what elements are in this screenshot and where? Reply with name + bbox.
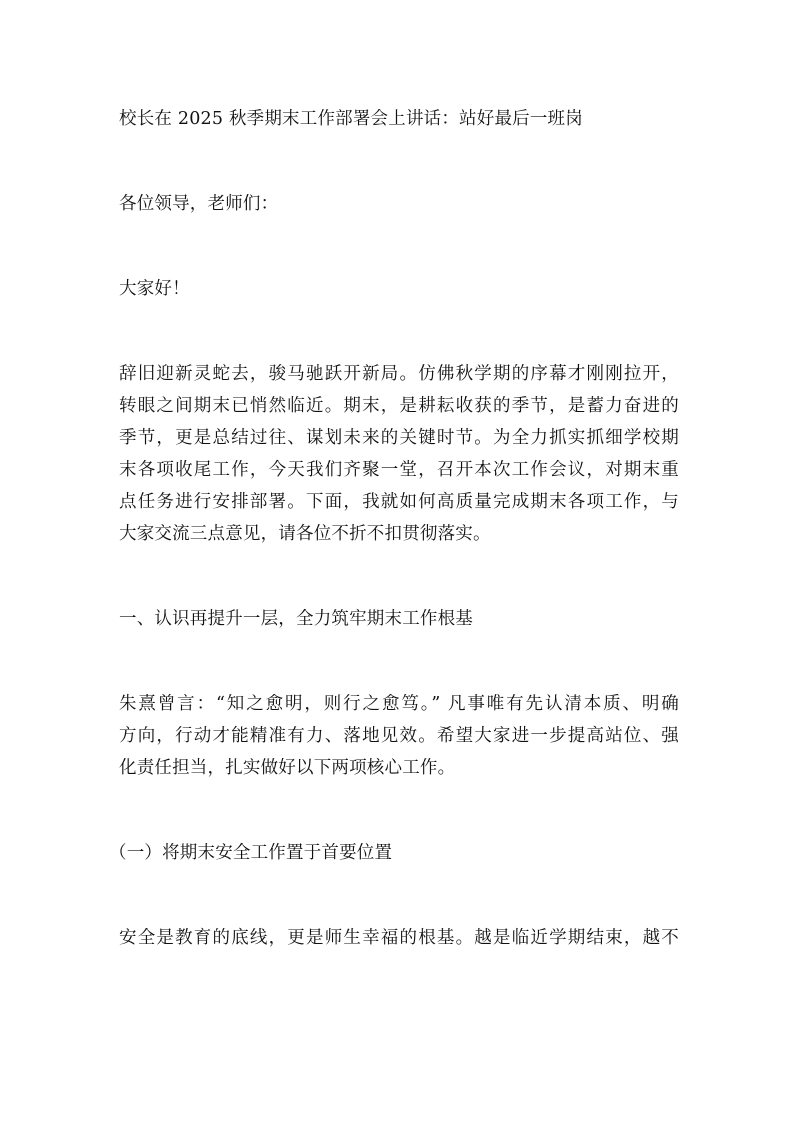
section-heading-line: 一、认识再提升一层，全力筑牢期末工作根基: [119, 609, 473, 629]
intro-line: 点任务进行安排部署。下面，我就如何高质量完成期末各项工作，与: [119, 492, 679, 512]
intro-line: 转眼之间期末已悄然临近。期末，是耕耘收获的季节，是蓄力奋进的: [119, 396, 679, 416]
title-line: 校长在 2025 秋季期末工作部署会上讲话：站好最后一班岗: [119, 109, 583, 129]
section-paragraph: [119, 688, 679, 784]
subsection-heading-line: （一）将期末安全工作置于首要位置: [109, 843, 393, 863]
greeting-line: 大家好！: [119, 279, 190, 299]
salutation: [119, 188, 679, 220]
intro-paragraph: [119, 358, 679, 550]
intro-line: 辞旧迎新灵蛇去，骏马驰跃开新局。仿佛秋学期的序幕才刚刚拉开，: [119, 364, 679, 384]
greeting: [119, 273, 679, 305]
subsection-line: 安全是教育的底线，更是师生幸福的根基。越是临近学期结束，越不: [119, 928, 679, 948]
section-line: 朱熹曾言：“知之愈明，则行之愈笃。” 凡事唯有先认清本质、明确: [119, 694, 679, 714]
intro-line: 大家交流三点意见，请各位不折不扣贯彻落实。: [119, 524, 491, 544]
salutation-line: 各位领导，老师们：: [119, 194, 279, 214]
section-line: 方向，行动才能精准有力、落地见效。希望大家进一步提高站位、强: [119, 726, 679, 746]
subsection-paragraph: [119, 922, 679, 954]
section-heading: [119, 603, 679, 635]
subsection-heading: [109, 837, 679, 869]
document-title: [119, 103, 679, 135]
intro-line: 季节，更是总结过往、谋划未来的关键时节。为全力抓实抓细学校期: [119, 428, 679, 448]
section-line: 化责任担当，扎实做好以下两项核心工作。: [119, 758, 456, 778]
intro-line: 末各项收尾工作，今天我们齐聚一堂，召开本次工作会议，对期末重: [119, 460, 679, 480]
document-body: [109, 103, 679, 954]
